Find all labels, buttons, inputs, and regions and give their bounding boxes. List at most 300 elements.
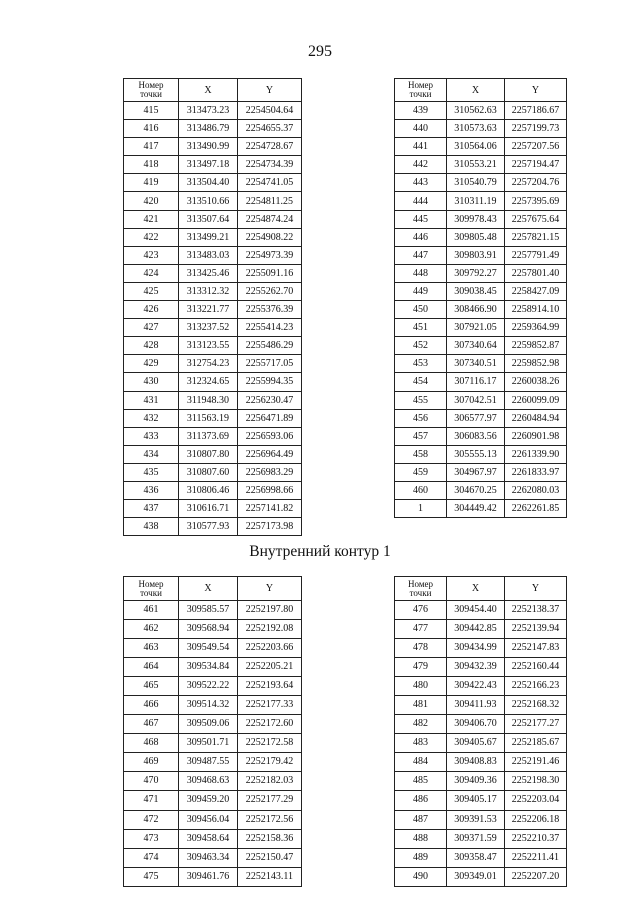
point-number-cell: 422 (124, 228, 179, 246)
table-row (395, 481, 567, 499)
x-coordinate-cell: 304670.25 (447, 481, 505, 499)
x-coordinate-cell: 309434.99 (447, 639, 505, 658)
point-number-cell: 452 (395, 337, 447, 355)
y-coordinate-cell: 2252192.08 (238, 620, 302, 639)
point-number-cell: 425 (124, 282, 179, 300)
y-coordinate-cell: 2256230.47 (238, 391, 302, 409)
header-point-number: Номер точки (124, 79, 179, 102)
table-row (124, 791, 302, 810)
table-row (395, 753, 567, 772)
x-coordinate-cell: 309487.55 (179, 753, 238, 772)
x-coordinate-cell: 313473.23 (179, 102, 238, 120)
point-number-cell: 457 (395, 427, 447, 445)
x-coordinate-cell: 313510.66 (179, 192, 238, 210)
point-number-cell: 476 (395, 601, 447, 620)
x-coordinate-cell: 313504.40 (179, 174, 238, 192)
y-coordinate-cell: 2252182.03 (238, 772, 302, 791)
y-coordinate-cell: 2256998.66 (238, 481, 302, 499)
coordinates-table-1 (123, 78, 302, 536)
point-number-cell: 442 (395, 156, 447, 174)
x-coordinate-cell: 309514.32 (179, 696, 238, 715)
table-row (124, 810, 302, 829)
point-number-cell: 487 (395, 810, 447, 829)
table-row (124, 696, 302, 715)
point-number-cell: 423 (124, 246, 179, 264)
table-row (395, 658, 567, 677)
y-coordinate-cell: 2261833.97 (505, 463, 567, 481)
table-row (395, 138, 567, 156)
point-number-cell: 472 (124, 810, 179, 829)
point-number-cell: 439 (395, 102, 447, 120)
table-row (395, 264, 567, 282)
table-row (395, 192, 567, 210)
table-row (124, 518, 302, 536)
point-number-cell: 475 (124, 867, 179, 886)
y-coordinate-cell: 2257395.69 (505, 192, 567, 210)
y-coordinate-cell: 2252139.94 (505, 620, 567, 639)
y-coordinate-cell: 2259364.99 (505, 319, 567, 337)
point-number-cell: 460 (395, 481, 447, 499)
x-coordinate-cell: 313486.79 (179, 120, 238, 138)
table-row (124, 601, 302, 620)
table-row (395, 409, 567, 427)
point-number-cell: 448 (395, 264, 447, 282)
x-coordinate-cell: 309522.22 (179, 677, 238, 696)
point-number-cell: 485 (395, 772, 447, 791)
y-coordinate-cell: 2257199.73 (505, 120, 567, 138)
point-number-cell: 450 (395, 301, 447, 319)
y-coordinate-cell: 2260484.94 (505, 409, 567, 427)
x-coordinate-cell: 310553.21 (447, 156, 505, 174)
table-row (395, 445, 567, 463)
table-row (124, 445, 302, 463)
point-number-cell: 440 (395, 120, 447, 138)
y-coordinate-cell: 2254874.24 (238, 210, 302, 228)
point-number-cell: 445 (395, 210, 447, 228)
point-number-cell: 456 (395, 409, 447, 427)
x-coordinate-cell: 307340.64 (447, 337, 505, 355)
table-row (124, 829, 302, 848)
point-number-cell: 488 (395, 829, 447, 848)
y-coordinate-cell: 2257173.98 (238, 518, 302, 536)
x-coordinate-cell: 309463.34 (179, 848, 238, 867)
table-row (124, 867, 302, 886)
y-coordinate-cell: 2252210.37 (505, 829, 567, 848)
table-row (124, 500, 302, 518)
point-number-cell: 433 (124, 427, 179, 445)
x-coordinate-cell: 313221.77 (179, 301, 238, 319)
header-y: Y (505, 79, 567, 102)
x-coordinate-cell: 306083.56 (447, 427, 505, 445)
point-number-cell: 426 (124, 301, 179, 319)
point-number-cell: 438 (124, 518, 179, 536)
x-coordinate-cell: 310807.80 (179, 445, 238, 463)
point-number-cell: 428 (124, 337, 179, 355)
y-coordinate-cell: 2256964.49 (238, 445, 302, 463)
point-number-cell: 461 (124, 601, 179, 620)
x-coordinate-cell: 312754.23 (179, 355, 238, 373)
point-number-cell: 441 (395, 138, 447, 156)
x-coordinate-cell: 307921.05 (447, 319, 505, 337)
table-row (124, 753, 302, 772)
y-coordinate-cell: 2252177.27 (505, 715, 567, 734)
y-coordinate-cell: 2254908.22 (238, 228, 302, 246)
point-number-cell: 427 (124, 319, 179, 337)
table-row (124, 319, 302, 337)
y-coordinate-cell: 2254973.39 (238, 246, 302, 264)
table-row (395, 867, 567, 886)
y-coordinate-cell: 2260901.98 (505, 427, 567, 445)
point-number-cell: 429 (124, 355, 179, 373)
y-coordinate-cell: 2254741.05 (238, 174, 302, 192)
x-coordinate-cell: 309458.64 (179, 829, 238, 848)
table-row (124, 192, 302, 210)
table-row (395, 120, 567, 138)
header-x: X (179, 79, 238, 102)
coordinates-table-3 (123, 576, 302, 887)
point-number-cell: 470 (124, 772, 179, 791)
point-number-cell: 466 (124, 696, 179, 715)
point-number-cell: 468 (124, 734, 179, 753)
point-number-cell: 446 (395, 228, 447, 246)
y-coordinate-cell: 2256593.06 (238, 427, 302, 445)
point-number-cell: 467 (124, 715, 179, 734)
table-row (395, 791, 567, 810)
point-number-cell: 480 (395, 677, 447, 696)
point-number-cell: 435 (124, 463, 179, 481)
y-coordinate-cell: 2257204.76 (505, 174, 567, 192)
x-coordinate-cell: 312324.65 (179, 373, 238, 391)
x-coordinate-cell: 309585.57 (179, 601, 238, 620)
x-coordinate-cell: 310562.63 (447, 102, 505, 120)
point-number-cell: 465 (124, 677, 179, 696)
table-row (395, 772, 567, 791)
table-row (395, 301, 567, 319)
table-row (124, 120, 302, 138)
table-row (124, 620, 302, 639)
point-number-cell: 484 (395, 753, 447, 772)
point-number-cell: 419 (124, 174, 179, 192)
y-coordinate-cell: 2259852.98 (505, 355, 567, 373)
table-row (395, 463, 567, 481)
x-coordinate-cell: 309549.54 (179, 639, 238, 658)
table-row (395, 174, 567, 192)
point-number-cell: 490 (395, 867, 447, 886)
y-coordinate-cell: 2255091.16 (238, 264, 302, 282)
y-coordinate-cell: 2258914.10 (505, 301, 567, 319)
table-header-row (124, 577, 302, 601)
table-row (124, 282, 302, 300)
point-number-cell: 431 (124, 391, 179, 409)
y-coordinate-cell: 2257801.40 (505, 264, 567, 282)
table-row (124, 677, 302, 696)
header-y: Y (238, 577, 302, 601)
point-number-cell: 463 (124, 639, 179, 658)
point-number-cell: 489 (395, 848, 447, 867)
y-coordinate-cell: 2252150.47 (238, 848, 302, 867)
table-row (395, 620, 567, 639)
x-coordinate-cell: 313425.46 (179, 264, 238, 282)
y-coordinate-cell: 2262080.03 (505, 481, 567, 499)
x-coordinate-cell: 309358.47 (447, 848, 505, 867)
x-coordinate-cell: 309568.94 (179, 620, 238, 639)
point-number-cell: 474 (124, 848, 179, 867)
table-row (395, 319, 567, 337)
table-header-row (124, 79, 302, 102)
y-coordinate-cell: 2259852.87 (505, 337, 567, 355)
table-row (124, 734, 302, 753)
point-number-cell: 479 (395, 658, 447, 677)
point-number-cell: 458 (395, 445, 447, 463)
x-coordinate-cell: 309406.70 (447, 715, 505, 734)
table-row (395, 500, 567, 518)
table-row (395, 677, 567, 696)
table-row (124, 848, 302, 867)
y-coordinate-cell: 2252203.66 (238, 639, 302, 658)
y-coordinate-cell: 2252211.41 (505, 848, 567, 867)
y-coordinate-cell: 2252172.60 (238, 715, 302, 734)
x-coordinate-cell: 309792.27 (447, 264, 505, 282)
point-number-cell: 1 (395, 500, 447, 518)
point-number-cell: 416 (124, 120, 179, 138)
coordinates-table-2 (394, 78, 567, 518)
y-coordinate-cell: 2252147.83 (505, 639, 567, 658)
x-coordinate-cell: 309038.45 (447, 282, 505, 300)
point-number-cell: 453 (395, 355, 447, 373)
table-row (395, 355, 567, 373)
table-row (124, 210, 302, 228)
x-coordinate-cell: 309442.85 (447, 620, 505, 639)
x-coordinate-cell: 313123.55 (179, 337, 238, 355)
x-coordinate-cell: 310311.19 (447, 192, 505, 210)
y-coordinate-cell: 2252179.42 (238, 753, 302, 772)
table-row (395, 282, 567, 300)
point-number-cell: 449 (395, 282, 447, 300)
x-coordinate-cell: 309432.39 (447, 658, 505, 677)
x-coordinate-cell: 309371.59 (447, 829, 505, 848)
table-row (395, 391, 567, 409)
x-coordinate-cell: 309501.71 (179, 734, 238, 753)
y-coordinate-cell: 2257821.15 (505, 228, 567, 246)
y-coordinate-cell: 2252168.32 (505, 696, 567, 715)
y-coordinate-cell: 2255486.29 (238, 337, 302, 355)
table-row (124, 301, 302, 319)
point-number-cell: 447 (395, 246, 447, 264)
y-coordinate-cell: 2257207.56 (505, 138, 567, 156)
point-number-cell: 436 (124, 481, 179, 499)
table-row (124, 102, 302, 120)
y-coordinate-cell: 2252205.21 (238, 658, 302, 677)
table-row (124, 246, 302, 264)
table-row (124, 658, 302, 677)
x-coordinate-cell: 309409.36 (447, 772, 505, 791)
x-coordinate-cell: 313497.18 (179, 156, 238, 174)
point-number-cell: 462 (124, 620, 179, 639)
table-row (124, 337, 302, 355)
coordinates-table-4 (394, 576, 567, 887)
point-number-cell: 443 (395, 174, 447, 192)
table-row (124, 355, 302, 373)
x-coordinate-cell: 309509.06 (179, 715, 238, 734)
point-number-cell: 459 (395, 463, 447, 481)
page-number: 295 (308, 43, 332, 60)
point-number-cell: 417 (124, 138, 179, 156)
x-coordinate-cell: 311948.30 (179, 391, 238, 409)
y-coordinate-cell: 2252206.18 (505, 810, 567, 829)
x-coordinate-cell: 313483.03 (179, 246, 238, 264)
y-coordinate-cell: 2252172.58 (238, 734, 302, 753)
point-number-cell: 430 (124, 373, 179, 391)
point-number-cell: 451 (395, 319, 447, 337)
point-number-cell: 471 (124, 791, 179, 810)
x-coordinate-cell: 307340.51 (447, 355, 505, 373)
y-coordinate-cell: 2255717.05 (238, 355, 302, 373)
x-coordinate-cell: 313237.52 (179, 319, 238, 337)
table-row (124, 772, 302, 791)
table-row (395, 601, 567, 620)
table-row (395, 373, 567, 391)
point-number-cell: 432 (124, 409, 179, 427)
y-coordinate-cell: 2252203.04 (505, 791, 567, 810)
header-y: Y (505, 577, 567, 601)
table-row (124, 715, 302, 734)
y-coordinate-cell: 2261339.90 (505, 445, 567, 463)
x-coordinate-cell: 304449.42 (447, 500, 505, 518)
table-row (124, 481, 302, 499)
table-row (395, 102, 567, 120)
y-coordinate-cell: 2252185.67 (505, 734, 567, 753)
y-coordinate-cell: 2256471.89 (238, 409, 302, 427)
y-coordinate-cell: 2252160.44 (505, 658, 567, 677)
x-coordinate-cell: 310807.60 (179, 463, 238, 481)
x-coordinate-cell: 309468.63 (179, 772, 238, 791)
point-number-cell: 444 (395, 192, 447, 210)
x-coordinate-cell: 311373.69 (179, 427, 238, 445)
table-row (395, 829, 567, 848)
x-coordinate-cell: 309422.43 (447, 677, 505, 696)
x-coordinate-cell: 309391.53 (447, 810, 505, 829)
x-coordinate-cell: 310540.79 (447, 174, 505, 192)
table-row (395, 639, 567, 658)
x-coordinate-cell: 309456.04 (179, 810, 238, 829)
y-coordinate-cell: 2254811.25 (238, 192, 302, 210)
y-coordinate-cell: 2252172.56 (238, 810, 302, 829)
x-coordinate-cell: 304967.97 (447, 463, 505, 481)
point-number-cell: 464 (124, 658, 179, 677)
x-coordinate-cell: 309803.91 (447, 246, 505, 264)
table-row (124, 639, 302, 658)
table-row (124, 373, 302, 391)
y-coordinate-cell: 2257186.67 (505, 102, 567, 120)
table-header-row (395, 79, 567, 102)
y-coordinate-cell: 2252138.37 (505, 601, 567, 620)
y-coordinate-cell: 2257194.47 (505, 156, 567, 174)
y-coordinate-cell: 2254734.39 (238, 156, 302, 174)
x-coordinate-cell: 310573.63 (447, 120, 505, 138)
point-number-cell: 477 (395, 620, 447, 639)
y-coordinate-cell: 2258427.09 (505, 282, 567, 300)
point-number-cell: 473 (124, 829, 179, 848)
y-coordinate-cell: 2252198.30 (505, 772, 567, 791)
point-number-cell: 420 (124, 192, 179, 210)
x-coordinate-cell: 309454.40 (447, 601, 505, 620)
section-title: Внутренний контур 1 (249, 543, 391, 560)
point-number-cell: 421 (124, 210, 179, 228)
x-coordinate-cell: 310577.93 (179, 518, 238, 536)
table-row (124, 174, 302, 192)
y-coordinate-cell: 2252177.33 (238, 696, 302, 715)
table-header-row (395, 577, 567, 601)
x-coordinate-cell: 313499.21 (179, 228, 238, 246)
table-row (395, 156, 567, 174)
table-row (124, 391, 302, 409)
y-coordinate-cell: 2255262.70 (238, 282, 302, 300)
x-coordinate-cell: 313312.32 (179, 282, 238, 300)
x-coordinate-cell: 309405.67 (447, 734, 505, 753)
point-number-cell: 481 (395, 696, 447, 715)
table-row (395, 848, 567, 867)
header-point-number: Номер точки (395, 79, 447, 102)
table-row (395, 427, 567, 445)
header-y: Y (238, 79, 302, 102)
y-coordinate-cell: 2252166.23 (505, 677, 567, 696)
y-coordinate-cell: 2260038.26 (505, 373, 567, 391)
y-coordinate-cell: 2254728.67 (238, 138, 302, 156)
table-row (395, 228, 567, 246)
y-coordinate-cell: 2252143.11 (238, 867, 302, 886)
y-coordinate-cell: 2254655.37 (238, 120, 302, 138)
header-point-number: Номер точки (124, 577, 179, 601)
point-number-cell: 482 (395, 715, 447, 734)
y-coordinate-cell: 2255994.35 (238, 373, 302, 391)
table-row (124, 138, 302, 156)
x-coordinate-cell: 309534.84 (179, 658, 238, 677)
header-point-number: Номер точки (395, 577, 447, 601)
table-row (395, 246, 567, 264)
point-number-cell: 415 (124, 102, 179, 120)
y-coordinate-cell: 2252193.64 (238, 677, 302, 696)
x-coordinate-cell: 310806.46 (179, 481, 238, 499)
point-number-cell: 424 (124, 264, 179, 282)
x-coordinate-cell: 306577.97 (447, 409, 505, 427)
header-x: X (447, 79, 505, 102)
x-coordinate-cell: 309411.93 (447, 696, 505, 715)
table-row (395, 734, 567, 753)
y-coordinate-cell: 2255414.23 (238, 319, 302, 337)
point-number-cell: 478 (395, 639, 447, 658)
point-number-cell: 434 (124, 445, 179, 463)
table-row (395, 715, 567, 734)
point-number-cell: 486 (395, 791, 447, 810)
table-row (124, 156, 302, 174)
point-number-cell: 437 (124, 500, 179, 518)
table-row (124, 409, 302, 427)
y-coordinate-cell: 2252207.20 (505, 867, 567, 886)
point-number-cell: 418 (124, 156, 179, 174)
table-row (124, 264, 302, 282)
y-coordinate-cell: 2252191.46 (505, 753, 567, 772)
y-coordinate-cell: 2257141.82 (238, 500, 302, 518)
y-coordinate-cell: 2252177.29 (238, 791, 302, 810)
table-row (395, 810, 567, 829)
x-coordinate-cell: 311563.19 (179, 409, 238, 427)
y-coordinate-cell: 2256983.29 (238, 463, 302, 481)
header-x: X (447, 577, 505, 601)
x-coordinate-cell: 309349.01 (447, 867, 505, 886)
x-coordinate-cell: 309805.48 (447, 228, 505, 246)
x-coordinate-cell: 313507.64 (179, 210, 238, 228)
table-row (124, 427, 302, 445)
